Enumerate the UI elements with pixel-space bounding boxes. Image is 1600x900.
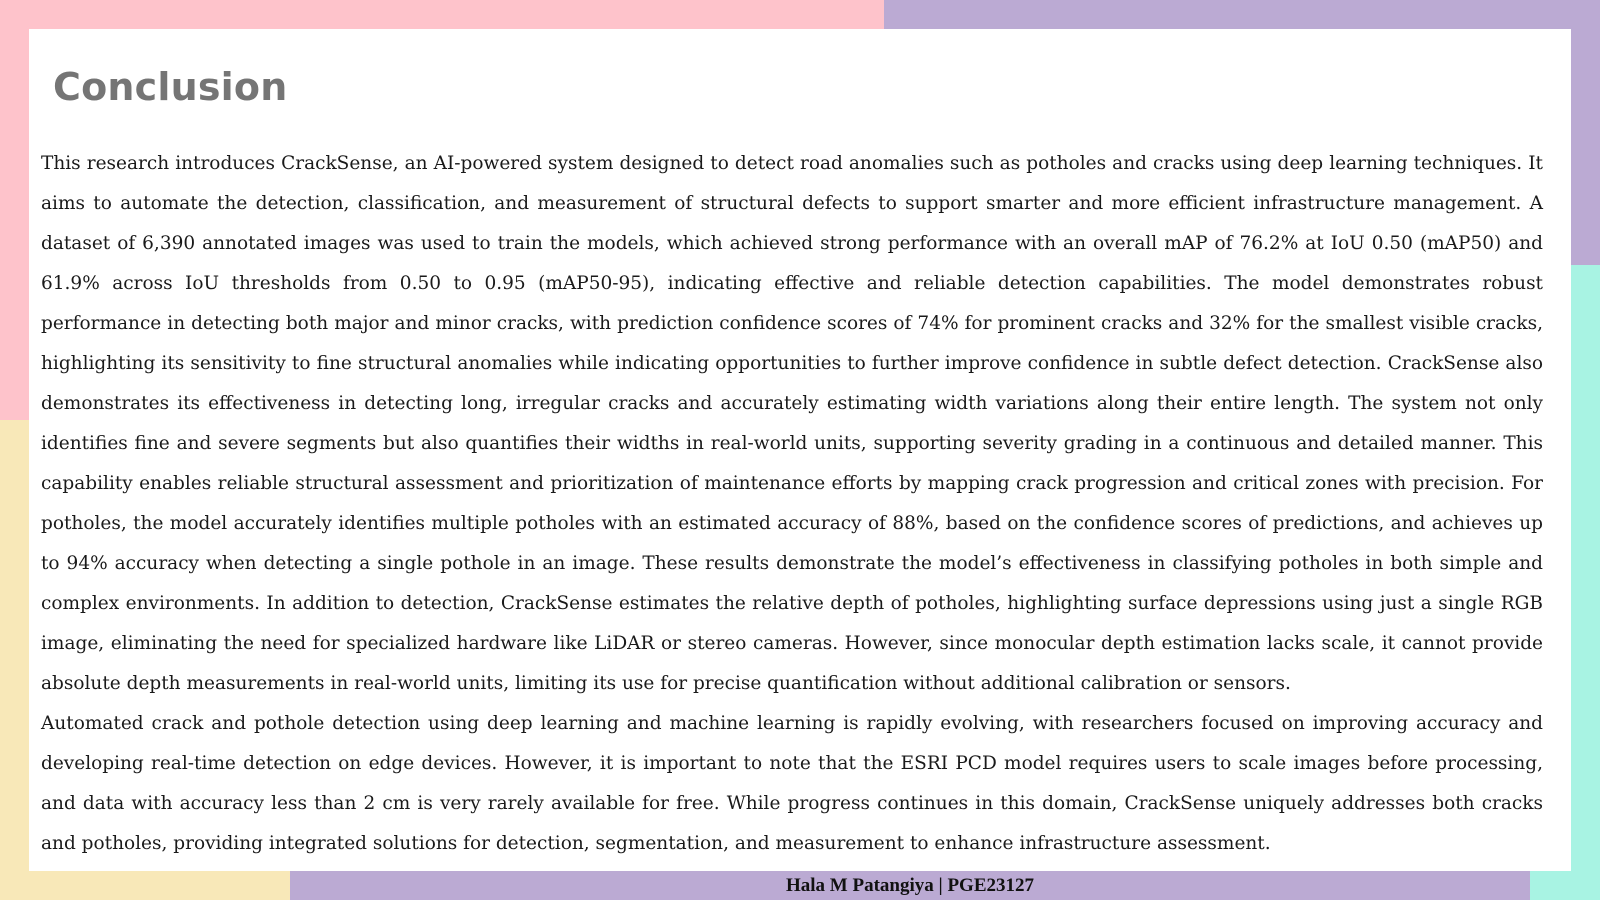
footer-bar xyxy=(290,871,1530,900)
slide-body xyxy=(41,144,1543,864)
body-paragraph-2: Automated crack and pothole detection using deep learning and machine learning is rapidly evolving, with researchers focused on improving accuracy and developing real-time detection on edge devices. However, it is important to note that the ESRI PCD model requires users to scale images before processing, and data with accuracy less than 2 cm is very rarely available for free. While progress continues in this domain, CrackSense uniquely addresses both cracks and potholes, providing integrated solutions for detection, segmentation, and measurement to enhance infrastructure assessment. xyxy=(41,713,1543,854)
footer-author: Hala M Patangiya | PGE23127 xyxy=(785,874,1034,896)
slide-title: Conclusion xyxy=(53,65,288,109)
slide-content-card xyxy=(29,29,1571,871)
body-paragraph-1: This research introduces CrackSense, an AI-powered system designed to detect road anomalies such as potholes and cracks using deep learning techniques. It aims to automate the detection, classification, and measurement of structural defects to support smarter and more efficient infrastructure management. A dataset of 6,390 annotated images was used to train the models, which achieved strong performance with an overall mAP of 76.2% at IoU 0.50 (mAP50) and 61.9% across IoU thresholds from 0.50 to 0.95 (mAP50-95), indicating effective and reliable detection capabilities. The model demonstrates robust performance in detecting both major and minor cracks, with prediction confidence scores of 74% for prominent cracks and 32% for the smallest visible cracks, highlighting its sensitivity to fine structural anomalies while indicating opportunities to further improve confidence in subtle defect detection. CrackSense also demonstrates its effectiveness in detecting long, irregular cracks and accurately estimating width variations along their entire length. The system not only identifies fine and severe segments but also quantifies their widths in real-world units, supporting severity grading in a continuous and detailed manner. This capability enables reliable structural assessment and prioritization of maintenance efforts by mapping crack progression and critical zones with precision. For potholes, the model accurately identifies multiple potholes with an estimated accuracy of 88%, based on the confidence scores of predictions, and achieves up to 94% accuracy when detecting a single pothole in an image. These results demonstrate the model’s effectiveness in classifying potholes in both simple and complex environments. In addition to detection, CrackSense estimates the relative depth of potholes, highlighting surface depressions using just a single RGB image, eliminating the need for specialized hardware like LiDAR or stereo cameras. However, since monocular depth estimation lacks scale, it cannot provide absolute depth measurements in real-world units, limiting its use for precise quantification without additional calibration or sensors. xyxy=(41,153,1543,694)
